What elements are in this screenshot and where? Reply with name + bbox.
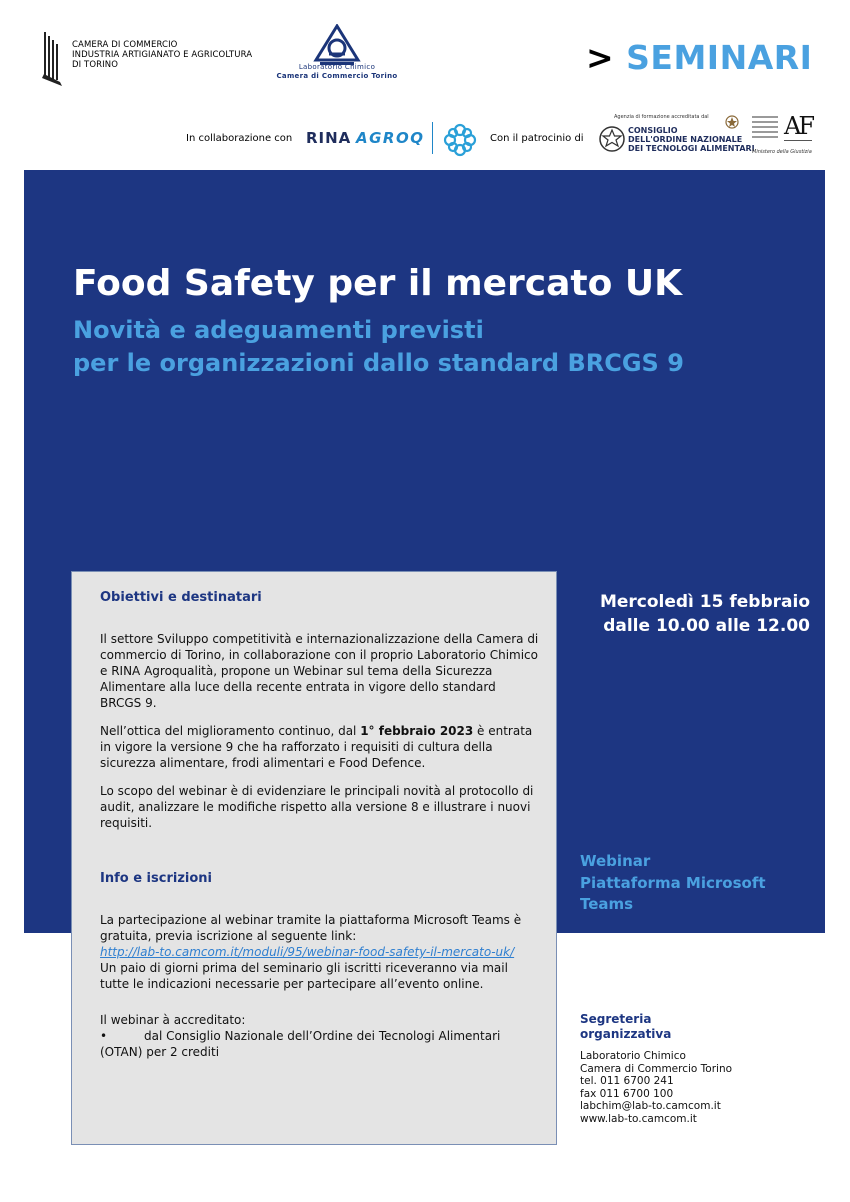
af-logo: AF	[784, 112, 812, 140]
partner-divider	[432, 122, 433, 154]
secretariat-heading: Segreteria organizzativa	[580, 1012, 672, 1041]
knot-logo-icon	[442, 122, 478, 158]
collaboration-label: In collaborazione con	[186, 133, 293, 144]
chamber-name: CAMERA DI COMMERCIO INDUSTRIA ARTIGIANATO E AGRICOLTURA DI TORINO	[72, 40, 253, 70]
page-title: Food Safety per il mercato UK	[73, 263, 683, 304]
lab-name: Laboratorio Chimico Camera di Commercio Torino	[276, 63, 398, 80]
af-divider	[784, 140, 812, 141]
objectives-heading: Obiettivi e destinatari	[100, 590, 262, 605]
content-box	[71, 571, 557, 1145]
info-paragraph-2: Un paio di giorni prima del seminario gli iscritti riceveranno via mail tutte le indicazioni necessarie per partecipare all’evento online.	[100, 961, 508, 991]
republic-emblem-icon	[598, 124, 626, 154]
objectives-paragraph-2: Nell’ottica del miglioramento continuo, dal 1° febbraio 2023 è entrata in vigore la versione 9 che ha rafforzato i requisiti di cultura della sicurezza alimentare, frodi alimentari e Food Defence.	[100, 724, 533, 770]
arrow-icon: >	[586, 38, 615, 77]
objectives-paragraph-3: Lo scopo del webinar è di evidenziare le principali novità al protocollo di audit, analizzare le modifiche rispetto alla versione 8 e illustrare i nuovi requisiti.	[100, 784, 534, 830]
secretariat-contacts: Laboratorio Chimico Camera di Commercio Torino tel. 011 6700 241 fax 011 6700 100 labchim@lab-to.camcom.it www.lab-to.camcom.it	[580, 1050, 733, 1125]
webinar-platform: Webinar Piattaforma Microsoft Teams	[580, 852, 766, 913]
chamber-logo-icon	[38, 28, 68, 88]
rina-logo: RINA	[306, 129, 352, 147]
ministry-caption: Ministero della Giustizia	[752, 149, 812, 155]
lab-logo-icon	[310, 24, 364, 66]
agroq-logo: AGROQ	[356, 129, 425, 147]
list-item: • dal Consiglio Nazionale dell’Ordine dei Tecnologi Alimentari (OTAN) per 2 crediti	[100, 1029, 501, 1059]
page-subtitle: Novità e adeguamenti previsti per le organizzazioni dallo standard BRCGS 9	[73, 316, 684, 377]
accredited-label: Il webinar à accreditato:	[100, 1013, 246, 1027]
otan-logo: CONSIGLIO DELL'ORDINE NAZIONALE DEI TECNOLOGI ALIMENTARI	[628, 126, 755, 153]
otan-caption: Agenzia di formazione accreditata dal	[614, 114, 709, 120]
event-date: Mercoledì 15 febbraio dalle 10.00 alle 12.00	[599, 592, 810, 636]
bullet-icon: •	[100, 1029, 108, 1043]
contact-website[interactable]: www.lab-to.camcom.it	[580, 1112, 697, 1125]
info-paragraph-1: La partecipazione al webinar tramite la piattaforma Microsoft Teams è gratuita, previa iscrizione al seguente link:	[100, 913, 522, 943]
ministry-emblem-icon	[724, 114, 740, 130]
contact-email[interactable]: labchim@lab-to.camcom.it	[580, 1100, 721, 1112]
info-heading: Info e iscrizioni	[100, 871, 212, 886]
section-title: > SEMINARI	[586, 38, 813, 77]
ministry-text-lines	[752, 116, 778, 141]
registration-link[interactable]: http://lab-to.camcom.it/moduli/95/webinar-food-safety-il-mercato-uk/	[100, 945, 515, 959]
objectives-paragraph-1: Il settore Sviluppo competitività e internazionalizzazione della Camera di commercio di Torino, in collaborazione con il proprio Laboratorio Chimico e RINA Agroqualità, propone un Webinar sul tema della Sicurezza Alimentare alla luce della recente entrata in vigore dello standard BRCGS 9.	[100, 632, 539, 710]
patronage-label: Con il patrocinio di	[490, 133, 584, 144]
